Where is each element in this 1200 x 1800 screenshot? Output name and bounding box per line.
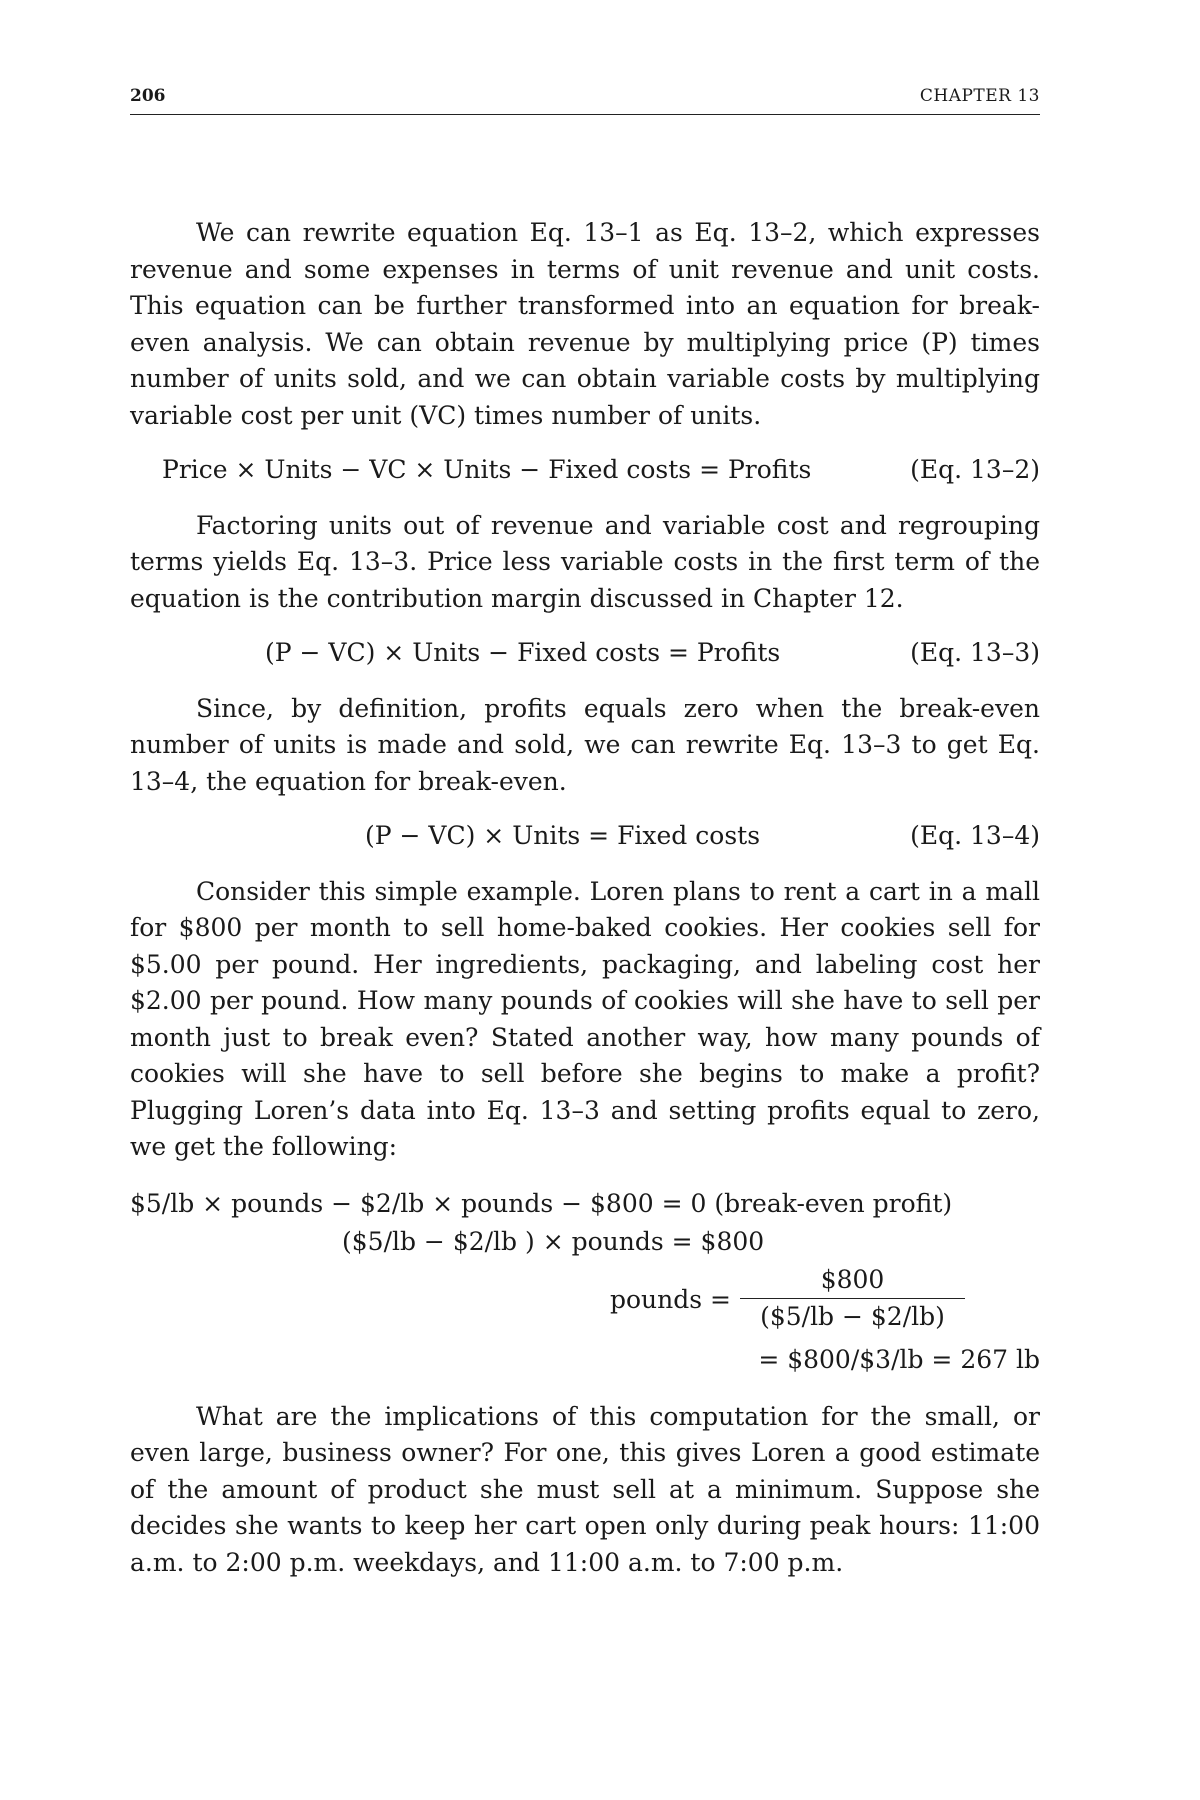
paragraph-3: Since, by definition, profits equals zero when the break-even number of units is made and sold, we can rewrite Eq. 13–3 to get Eq. 13–4, the equation for break-even. [130, 693, 1040, 796]
paragraph-4: Consider this simple example. Loren plans to rent a cart in a mall for $800 per month to sell home-baked cookies. Her cookies sell for $5.00 per pound. Her ingredients, packaging, and labeling cost her $2.00 per pound. How many pounds of cookies will she have to sell per month just to break even? Stated another way, how many pounds of cookies will she have to sell before she begins to make a profit? Plugging Loren’s data into Eq. 13–3 and setting profits equal to zero, we get the following: [130, 876, 1040, 1161]
calc-line-2: ($5/lb − $2/lb ) × pounds = $800 [342, 1226, 765, 1256]
body-text [130, 215, 1040, 1581]
equation-label: (Eq. 13–4) [910, 821, 1040, 850]
fraction-numerator: $800 [740, 1262, 965, 1299]
equation-13-4 [130, 818, 1040, 855]
equation-label: (Eq. 13–2) [910, 455, 1040, 484]
equation-13-3 [130, 635, 1040, 672]
equation-13-2 [130, 452, 1040, 489]
paragraph-1: We can rewrite equation Eq. 13–1 as Eq. 13–2, which expresses revenue and some expenses in terms of unit revenue and unit costs. This equation can be further transformed into an equation for break-even analysis. We can obtain revenue by multiplying price (P) times number of units sold, and we can obtain variable costs by multiplying variable cost per unit (VC) times number of units. [130, 218, 1040, 430]
calc-line-4: = $800/$3/lb = 267 lb [758, 1344, 1040, 1374]
calc-line-1: $5/lb × pounds − $2/lb × pounds − $800 = 0 (break-even profit) [130, 1188, 953, 1218]
equation-expression: Price × Units − VC × Units − Fixed costs = Profits [162, 455, 812, 484]
calc-fraction [130, 1262, 1040, 1342]
equation-expression: (P − VC) × Units − Fixed costs = Profits [265, 638, 781, 667]
paragraph-2: Factoring units out of revenue and variable cost and regrouping terms yields Eq. 13–3. Price less variable costs in the first term of the equation is the contribution margin discussed in Chapter 12. [130, 510, 1040, 613]
paragraph-5: What are the implications of this computation for the small, or even large, business owner? For one, this gives Loren a good estimate of the amount of product she must sell at a minimum. Suppose she decides she wants to keep her cart open only during peak hours: 11:00 a.m. to 2:00 p.m. weekdays, and 11:00 a.m. to 7:00 p.m. [130, 1401, 1040, 1577]
equation-label: (Eq. 13–3) [910, 638, 1040, 667]
running-header [130, 82, 1040, 115]
fraction-lhs: pounds = [610, 1284, 731, 1314]
page-number: 206 [130, 86, 166, 106]
chapter-title: CHAPTER 13 [919, 86, 1040, 106]
break-even-calculation [130, 1186, 1040, 1380]
equation-expression: (P − VC) × Units = Fixed costs [365, 821, 761, 850]
fraction-denominator: ($5/lb − $2/lb) [760, 1301, 945, 1331]
